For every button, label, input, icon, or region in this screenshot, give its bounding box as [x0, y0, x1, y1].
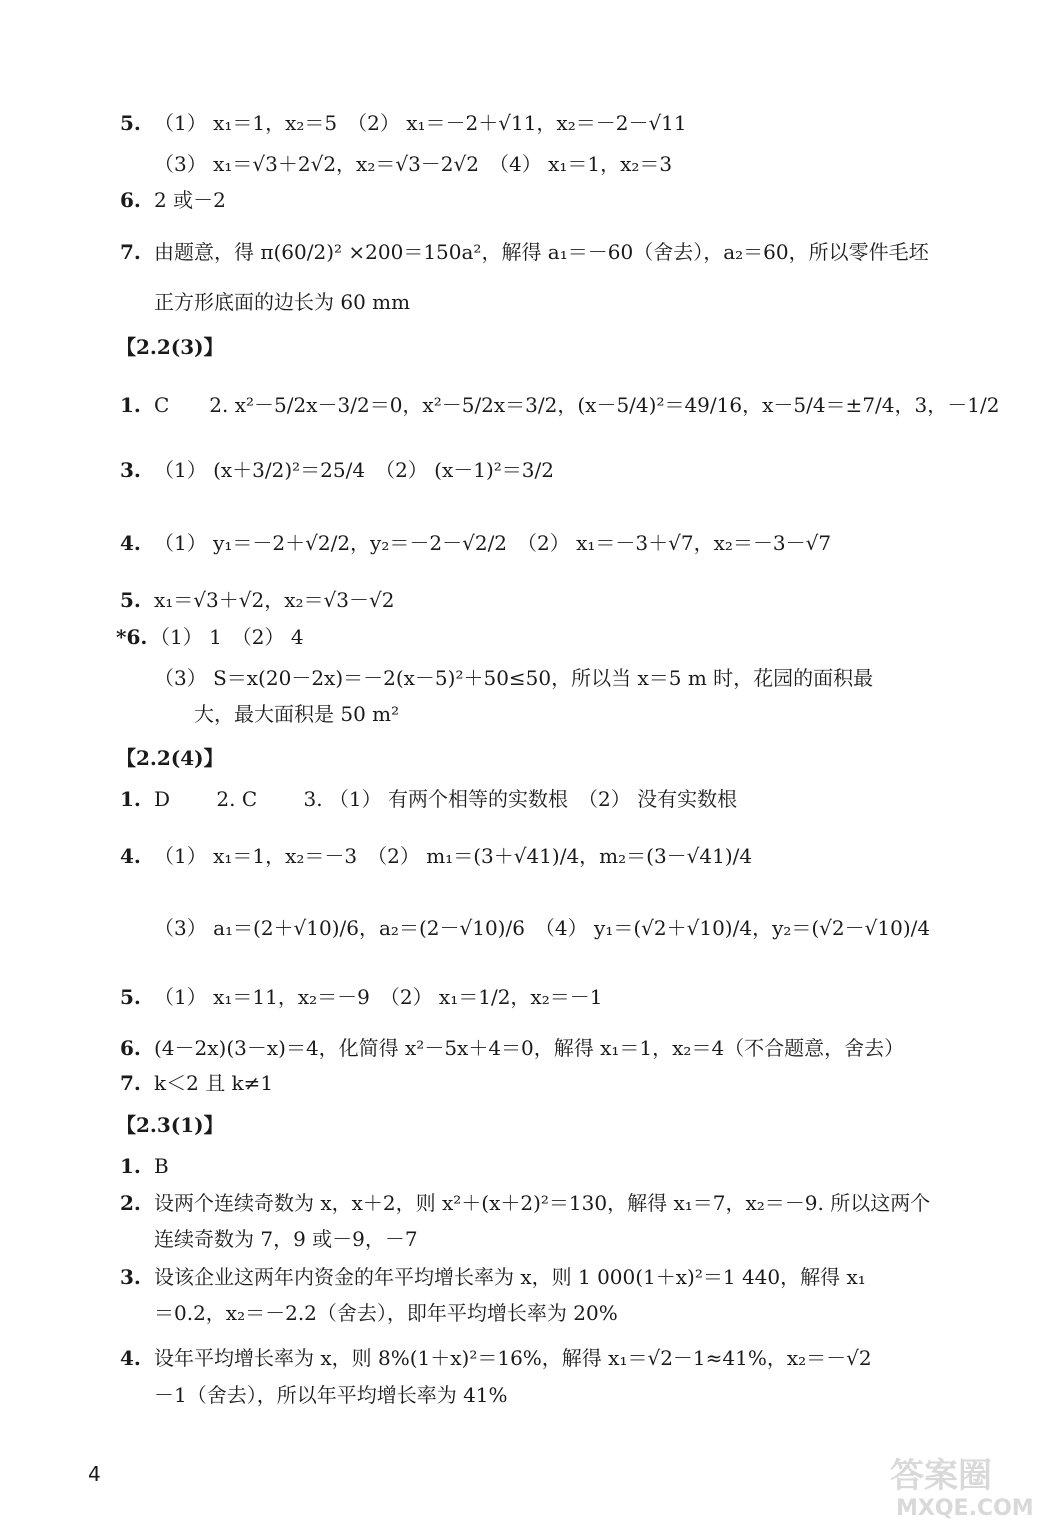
answer-line: 正方形底面的边长为 60 mm: [154, 290, 411, 314]
answer-line: 4. 设年平均增长率为 x，则 8%(1＋x)²＝16%，解得 x₁＝√2－1≈41%，x₂＝－√2: [120, 1346, 872, 1370]
answer-line: 2. 设两个连续奇数为 x，x＋2，则 x²＋(x＋2)²＝130，解得 x₁＝7，x₂＝－9. 所以这两个: [120, 1191, 931, 1215]
answer-line: 1. D 2. C 3. （1） 有两个相等的实数根 （2） 没有实数根: [120, 787, 738, 811]
answer-line: 5. x₁＝√3＋√2，x₂＝√3－√2: [120, 588, 395, 612]
answer-line: 6. (4－2x)(3－x)＝4，化简得 x²－5x＋4＝0，解得 x₁＝1，x₂＝4（不合题意，舍去）: [120, 1036, 905, 1060]
section-header: 【2.2(4)】: [116, 746, 224, 770]
answer-line: 4. （1） x₁＝1，x₂＝－3 （2） m₁＝(3＋√41)/4，m₂＝(3－√41)/4: [120, 844, 753, 868]
answer-line: 1. B: [120, 1154, 169, 1178]
answer-line: 大，最大面积是 50 m²: [154, 702, 400, 726]
watermark-url: MXQE.COM: [896, 1496, 1034, 1521]
answer-line: －1（舍去），所以年平均增长率为 41%: [154, 1383, 508, 1407]
section-header: 【2.2(3)】: [116, 335, 224, 359]
answer-line: ＝0.2，x₂＝－2.2（舍去），即年平均增长率为 20%: [154, 1301, 618, 1325]
answer-line: *6. （1） 1 （2） 4: [116, 625, 304, 649]
answer-line: 连续奇数为 7，9 或－9，－7: [154, 1227, 418, 1251]
section-header: 【2.3(1)】: [116, 1113, 224, 1137]
page-number: 4: [88, 1462, 101, 1486]
answer-line: 4. （1） y₁＝－2＋√2/2，y₂＝－2－√2/2 （2） x₁＝－3＋√7，x₂＝－3－√7: [120, 531, 832, 555]
answer-line: 3. 设该企业这两年内资金的年平均增长率为 x，则 1 000(1＋x)²＝1 440，解得 x₁: [120, 1265, 866, 1289]
answer-line: 1. C 2. x²－5/2x－3/2＝0，x²－5/2x＝3/2，(x－5/4)²＝49/16，x－5/4＝±7/4，3，－1/2: [120, 393, 1000, 417]
watermark-logo: 答案圈: [890, 1456, 992, 1496]
answer-line: （3） S＝x(20－2x)＝－2(x－5)²＋50≤50，所以当 x＝5 m 时，花园的面积最: [154, 666, 874, 690]
answer-line: 7. k＜2 且 k≠1: [120, 1071, 274, 1095]
answer-line: （3） x₁＝√3＋2√2，x₂＝√3－2√2 （4） x₁＝1，x₂＝3: [154, 152, 673, 176]
answer-line: 3. （1） (x＋3/2)²＝25/4 （2） (x－1)²＝3/2: [120, 458, 554, 482]
answer-line: 5. （1） x₁＝1，x₂＝5 （2） x₁＝－2＋√11，x₂＝－2－√11: [120, 111, 687, 135]
answer-line: （3） a₁＝(2＋√10)/6，a₂＝(2－√10)/6 （4） y₁＝(√2＋√10)/4，y₂＝(√2－√10)/4: [154, 916, 931, 940]
answer-line: 6. 2 或－2: [120, 188, 226, 212]
answer-line: 7. 由题意，得 π(60/2)² ×200＝150a²，解得 a₁＝－60（舍去），a₂＝60，所以零件毛坯: [120, 240, 929, 264]
answer-line: 5. （1） x₁＝11，x₂＝－9 （2） x₁＝1/2，x₂＝－1: [120, 985, 603, 1009]
